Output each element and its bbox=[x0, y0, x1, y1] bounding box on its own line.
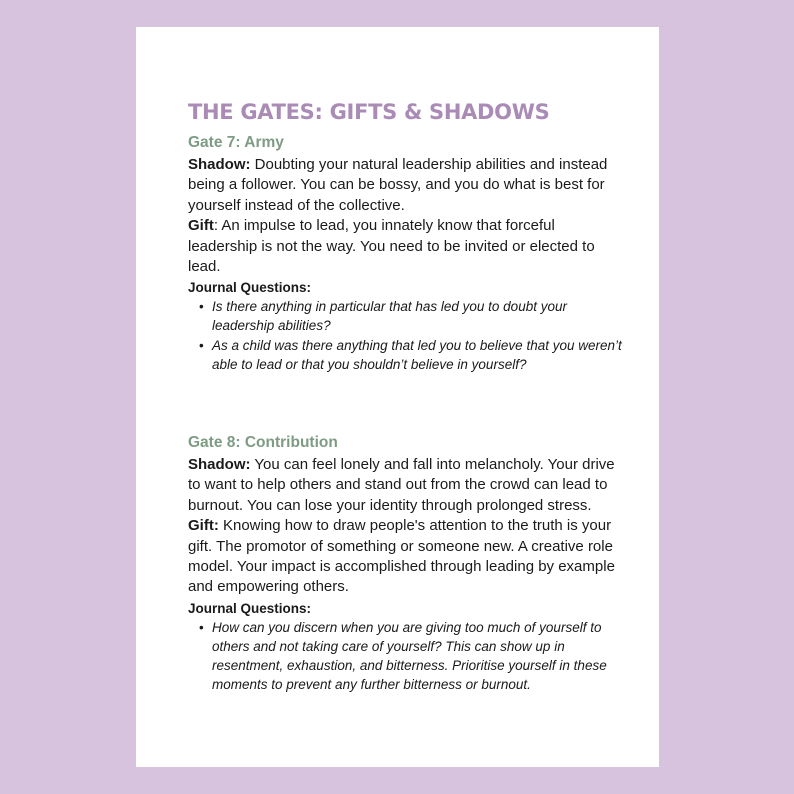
list-item bbox=[199, 336, 628, 374]
gate-8-section bbox=[188, 433, 628, 695]
list-item bbox=[199, 297, 628, 335]
question-text: As a child was there anything that led you to believe that you weren’t able to lead or that you shouldn’t believe in yourself? bbox=[212, 338, 622, 373]
bullet-icon: • bbox=[199, 338, 204, 354]
shadow-text: You can feel lonely and fall into melancholy. Your drive to want to help others and stand out from the crowd can lead to burnout. You can lose your identity through prolonged stress. bbox=[188, 456, 615, 514]
gift-label: Gift: bbox=[188, 517, 219, 535]
shadow-text: Doubting your natural leadership abilities and instead being a follower. You can be bossy, and you do what is best for yourself instead of the collective. bbox=[188, 156, 608, 214]
shadow-paragraph bbox=[188, 455, 628, 516]
gift-paragraph bbox=[188, 216, 628, 277]
page-title: THE GATES: GIFTS & SHADOWS bbox=[188, 100, 550, 124]
gift-paragraph bbox=[188, 516, 628, 598]
question-text: How can you discern when you are giving too much of yourself to others and not taking care of yourself? This can show up in resentment, exhaustion, and bitterness. Prioritise yourself in these moments to prevent any further bitterness or burnout. bbox=[212, 619, 607, 692]
gate-7-section bbox=[188, 133, 628, 375]
shadow-label: Shadow: bbox=[188, 456, 251, 473]
gate-heading: Gate 7: Army bbox=[188, 134, 284, 151]
gate-heading: Gate 8: Contribution bbox=[188, 434, 338, 451]
journal-questions-label: Journal Questions: bbox=[188, 280, 312, 296]
gift-label: Gift bbox=[188, 217, 214, 235]
journal-questions-list bbox=[188, 618, 628, 694]
bullet-icon: • bbox=[199, 299, 204, 315]
document-page bbox=[136, 27, 659, 767]
bullet-icon: • bbox=[199, 619, 204, 635]
journal-questions-label: Journal Questions: bbox=[188, 600, 312, 616]
question-text: Is there anything in particular that has led you to doubt your leadership abilities? bbox=[212, 299, 567, 334]
gift-text: Knowing how to draw people's attention to the truth is your gift. The promotor of something or someone new. A creative role model. Your impact is accomplished through leading by example and empowering others. bbox=[188, 517, 615, 596]
list-item bbox=[199, 618, 628, 694]
shadow-paragraph bbox=[188, 155, 628, 216]
journal-questions-list bbox=[188, 297, 628, 374]
gift-text: : An impulse to lead, you innately know that forceful leadership is not the way. You need to be invited or elected to lead. bbox=[188, 217, 595, 276]
shadow-label: Shadow: bbox=[188, 156, 251, 173]
